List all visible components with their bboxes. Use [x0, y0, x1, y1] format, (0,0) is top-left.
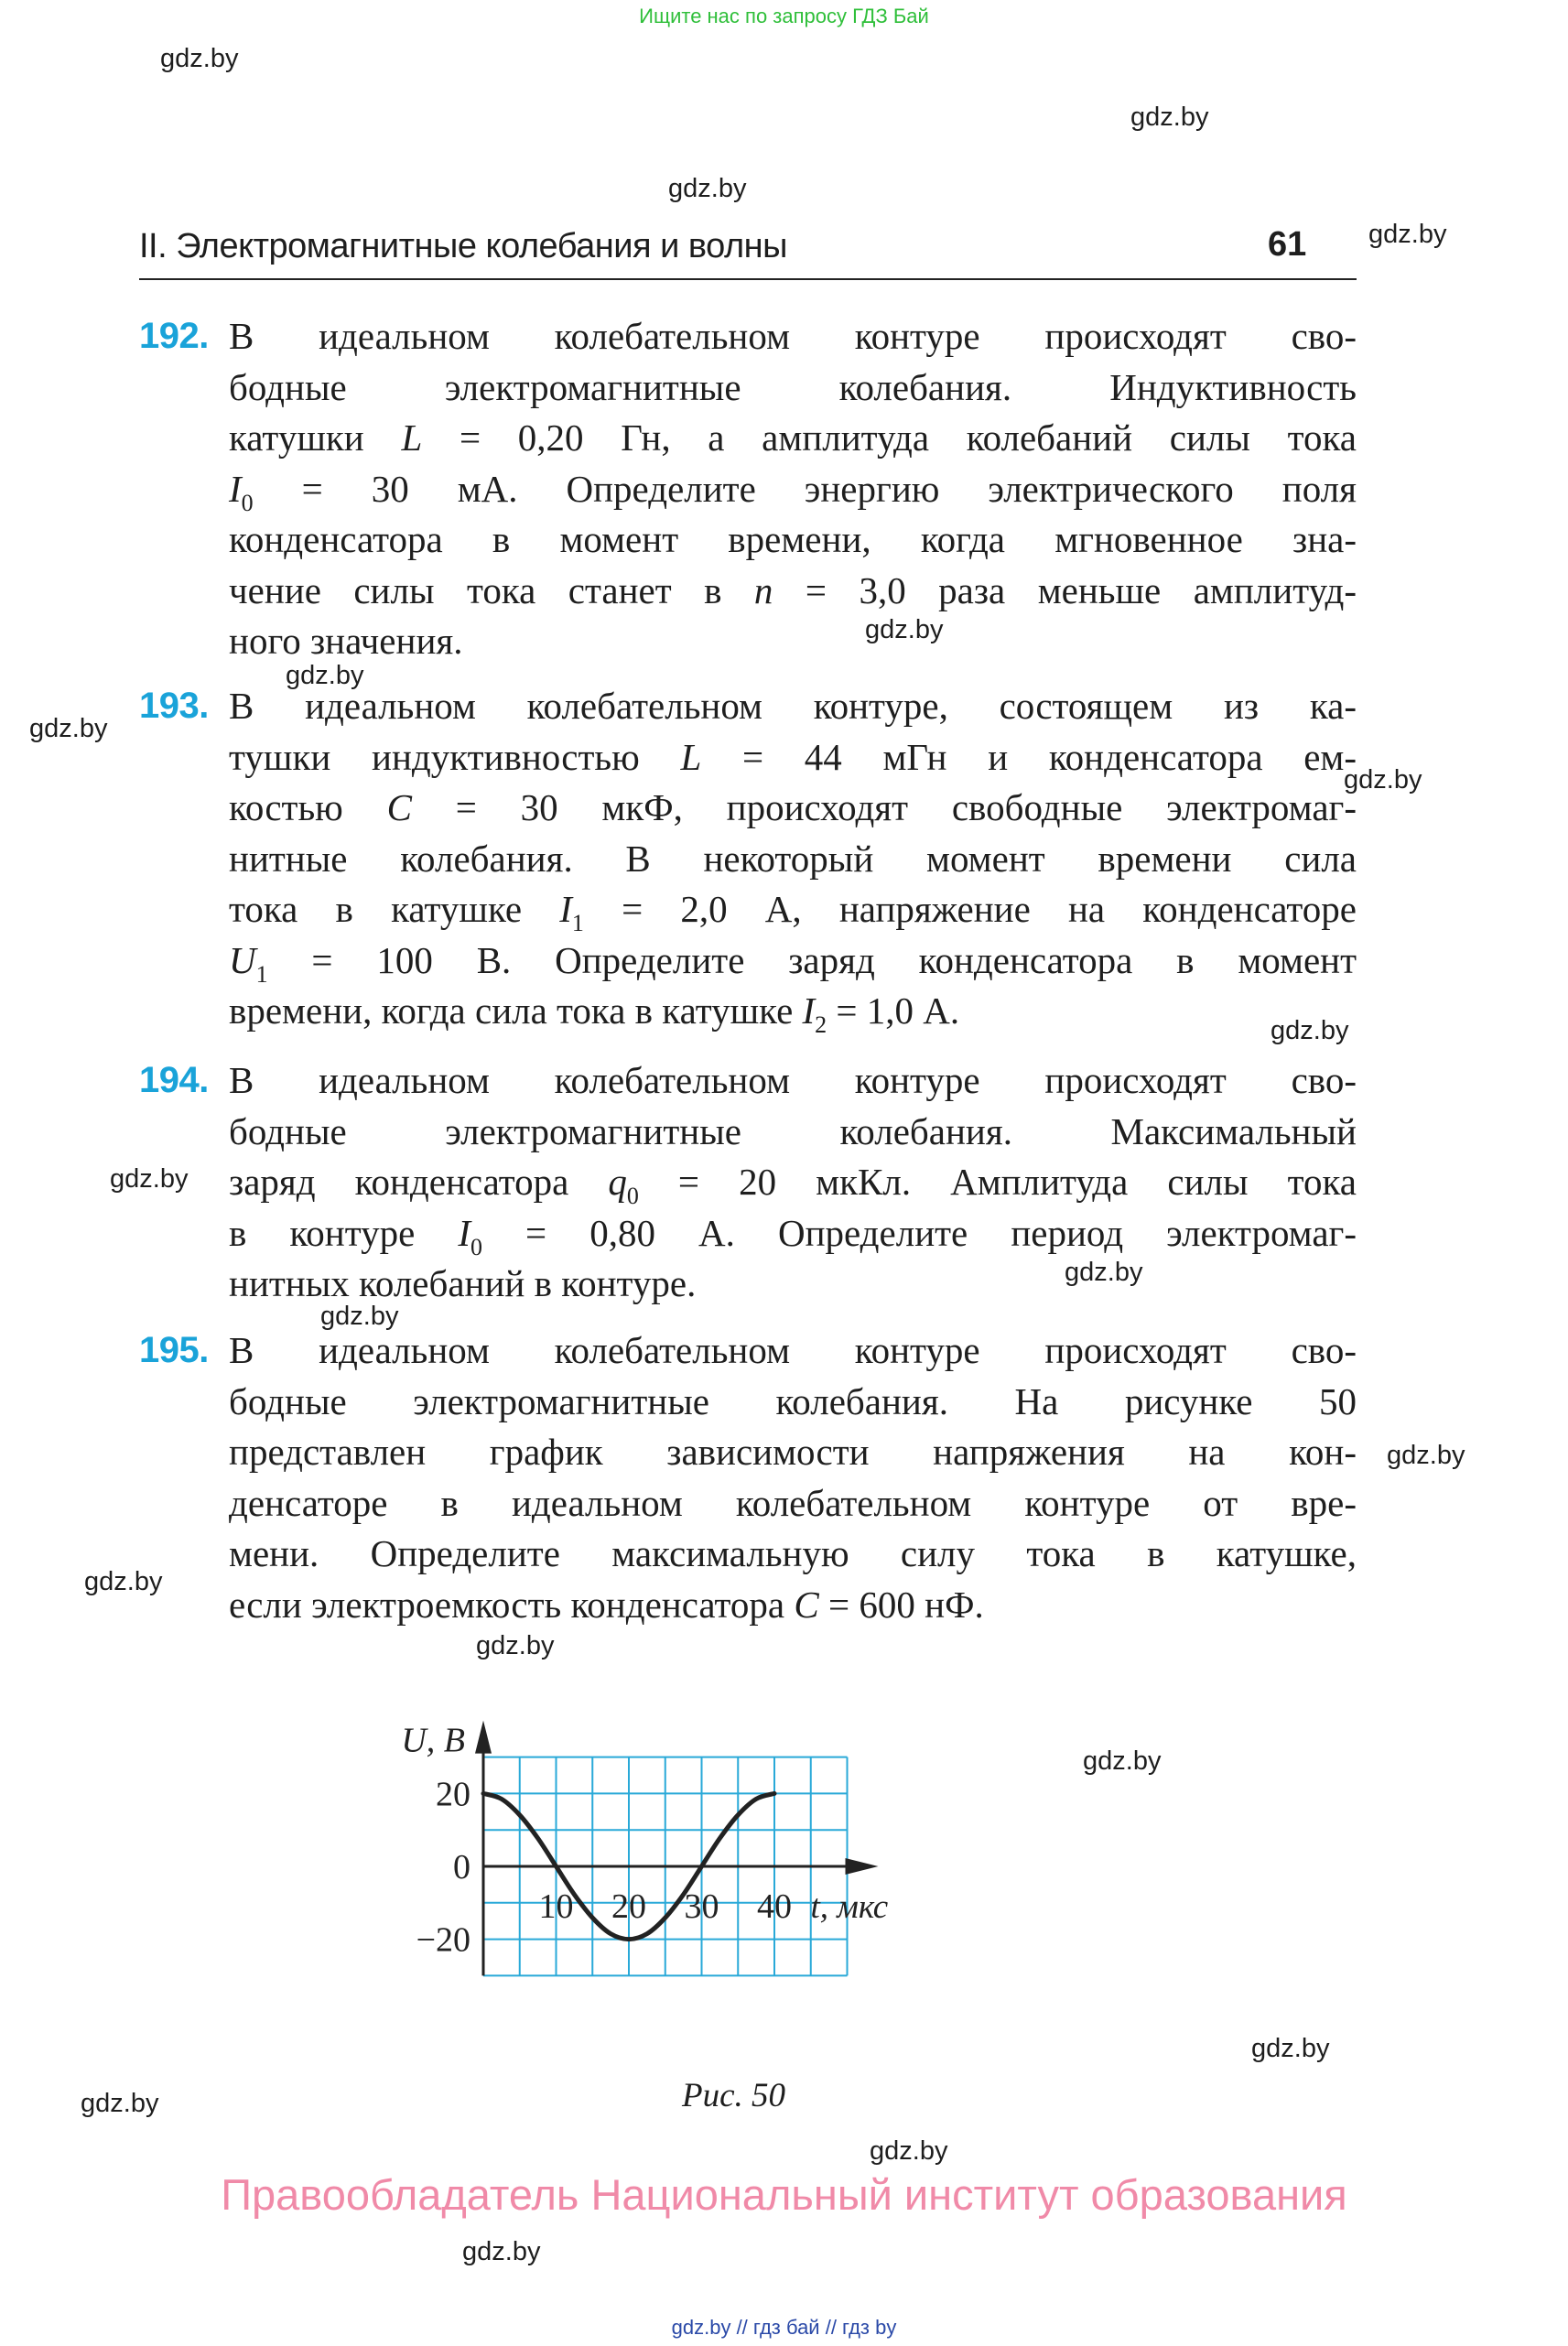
- watermark: gdz.by: [81, 2089, 159, 2118]
- problem-line: заряд конденсатора $q_0 = 20$ мкКл. Амплитуда силы тока: [229, 1161, 1357, 1209]
- y-axis-arrow: [475, 1721, 492, 1754]
- watermark: gdz.by: [668, 174, 747, 203]
- problem-line: представлен график зависимости напряжения на кон-: [229, 1431, 1357, 1473]
- problem-line: нитные колебания. В некоторый момент времени сила: [229, 837, 1357, 880]
- page-number: 61: [1268, 225, 1307, 264]
- watermark: gdz.by: [160, 44, 239, 73]
- problem-line: бодные электромагнитные колебания. Максимальный: [229, 1109, 1357, 1152]
- figure-caption: Рис. 50: [682, 2077, 786, 2114]
- watermark: gdz.by: [462, 2237, 541, 2266]
- watermark: gdz.by: [110, 1164, 189, 1194]
- problem-line: $I_0 = 30$ мА. Определите энергию электрического поля: [229, 467, 1357, 516]
- problem-line: $U_1 = 100$ В. Определите заряд конденсатора в момент: [229, 938, 1357, 988]
- problem-line: костью C = 30 мкФ, происходят свободные электромаг-: [229, 786, 1357, 828]
- x-axis-label: t, мкс: [810, 1888, 889, 1926]
- problem-line: В идеальном колебательном контуре, состоящем из ка-: [229, 685, 1357, 727]
- watermark: gdz.by: [1387, 1441, 1465, 1470]
- problem-192: [139, 311, 1357, 667]
- watermark: gdz.by: [1065, 1258, 1143, 1287]
- watermark: gdz.by: [29, 714, 108, 743]
- problem-line: чение силы тока станет в n = 3,0 раза меньше амплитуд-: [229, 568, 1357, 611]
- problem-number: 195.: [139, 1330, 209, 1370]
- watermark: gdz.by: [1344, 765, 1422, 795]
- y-axis-label: U, В: [401, 1721, 465, 1760]
- problem-193: [139, 681, 1357, 1037]
- problem-number: 194.: [139, 1060, 209, 1100]
- x-tick-label: 20: [611, 1887, 646, 1926]
- problem-line: бодные электромагнитные колебания. Индуктивность: [229, 365, 1357, 408]
- watermark: gdz.by: [286, 661, 364, 690]
- problem-line: В идеальном колебательном контуре происходят сво-: [229, 1329, 1357, 1371]
- problem-line: бодные электромагнитные колебания. На рисунке 50: [229, 1379, 1357, 1422]
- watermark: gdz.by: [84, 1567, 163, 1596]
- problem-line: тушки индуктивностью L = 44 мГн и конденсатора ем-: [229, 735, 1357, 778]
- chapter-title: II. Электромагнитные колебания и волны: [139, 227, 787, 265]
- voltage-time-chart: [366, 1657, 1153, 2060]
- problem-line: тока в катушке $I_1 = 2,0$ А, напряжение на конденсаторе: [229, 888, 1357, 936]
- problem-line: В идеальном колебательном контуре происходят сво-: [229, 1059, 1357, 1101]
- top-banner: Ищите нас по запросу ГДЗ Бай: [639, 5, 929, 27]
- x-tick-label: 10: [538, 1887, 574, 1926]
- watermark: gdz.by: [1368, 220, 1447, 249]
- problem-line: В идеальном колебательном контуре происходят сво-: [229, 315, 1357, 357]
- problem-line: денсаторе в идеальном колебательном контуре от вре-: [229, 1481, 1357, 1524]
- watermark: gdz.by: [1083, 1746, 1162, 1776]
- problem-line: времени, когда сила тока в катушке $I_2 = 1,0$ А.: [229, 989, 960, 1038]
- chart-axes: [475, 1721, 879, 1976]
- problem-line: нитных колебаний в контуре.: [229, 1262, 697, 1304]
- y-tick-label: 20: [436, 1775, 470, 1814]
- problem-194: [139, 1055, 1357, 1310]
- watermark: gdz.by: [1130, 103, 1209, 132]
- bottom-links: gdz.by // гдз бай // гдз by: [671, 2316, 897, 2339]
- x-axis-arrow: [846, 1858, 879, 1875]
- problem-195: [139, 1325, 1357, 1630]
- y-tick-label: −20: [416, 1920, 470, 1960]
- problem-line: если электроемкость конденсатора C = 600 нФ.: [229, 1583, 984, 1626]
- x-tick-label: 30: [684, 1887, 719, 1926]
- watermark: gdz.by: [870, 2136, 948, 2166]
- problem-line: катушки L = 0,20 Гн, а амплитуда колебаний силы тока: [229, 416, 1357, 459]
- problem-number: 193.: [139, 686, 209, 726]
- problem-line: конденсатора в момент времени, когда мгновенное зна-: [229, 518, 1357, 560]
- x-tick-label: 40: [757, 1887, 792, 1926]
- header-divider: [139, 278, 1357, 280]
- watermark: gdz.by: [865, 615, 944, 644]
- problem-line: ного значения.: [229, 620, 463, 662]
- watermark: gdz.by: [1271, 1016, 1349, 1045]
- y-tick-label: 0: [453, 1848, 470, 1887]
- problem-number: 192.: [139, 316, 209, 356]
- watermark: gdz.by: [476, 1631, 555, 1660]
- copyright-notice: Правообладатель Национальный институт образования: [221, 2170, 1347, 2219]
- problem-line: в контуре $I_0 = 0,80$ А. Определите период электромаг-: [229, 1211, 1357, 1260]
- watermark: gdz.by: [1251, 2034, 1330, 2063]
- problem-line: мени. Определите максимальную силу тока в катушке,: [229, 1532, 1357, 1574]
- watermark: gdz.by: [320, 1302, 399, 1331]
